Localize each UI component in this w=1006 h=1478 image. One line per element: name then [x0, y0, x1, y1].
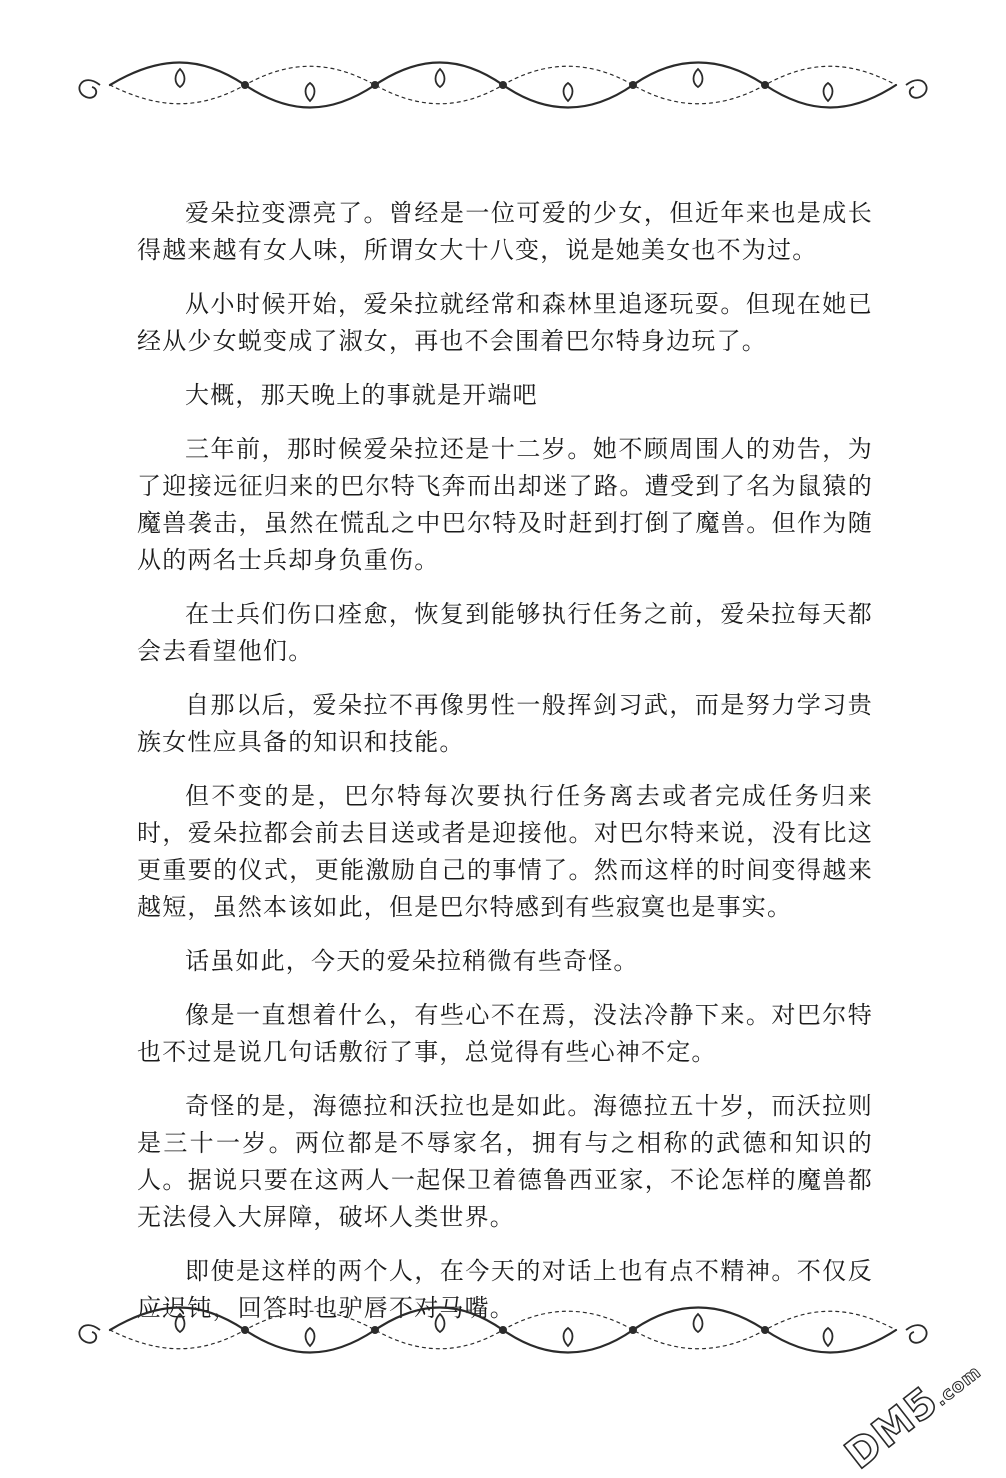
paragraph-4: 三年前，那时候爱朵拉还是十二岁。她不顾周围人的劝告，为了迎接远征归来的巴尔特飞奔而出却迷了路。遭受到了名为鼠猿的魔兽袭击，虽然在慌乱之中巴尔特及时赶到打倒了魔兽。但作为随从的两名士兵却身负重伤。 [137, 435, 873, 574]
watermark-domain: .com [930, 1361, 985, 1411]
paragraph-9: 像是一直想着什么，有些心不在焉，没法冷静下来。对巴尔特也不过是说几句话敷衍了事，总觉得有些心神不定。 [137, 1001, 873, 1066]
floral-border-icon [70, 1300, 936, 1360]
watermark-text: DM5 [836, 1378, 947, 1478]
paragraph-1: 爱朵拉变漂亮了。曾经是一位可爱的少女，但近年来也是成长得越来越有女人味，所谓女大十八变，说是她美女也不为过。 [137, 199, 873, 264]
paragraph-10: 奇怪的是，海德拉和沃拉也是如此。海德拉五十岁，而沃拉则是三十一岁。两位都是不辱家名，拥有与之相称的武德和知识的人。据说只要在这两人一起保卫着德鲁西亚家，不论怎样的魔兽都无法侵入大屏障，破坏人类世界。 [137, 1092, 873, 1231]
paragraph-2: 从小时候开始，爱朵拉就经常和森林里追逐玩耍。但现在她已经从少女蜕变成了淑女，再也不会围着巴尔特身边玩了。 [137, 290, 873, 355]
paragraph-8: 话虽如此，今天的爱朵拉稍微有些奇怪。 [185, 947, 639, 975]
floral-border-icon [70, 55, 936, 115]
top-ornament-border [70, 55, 936, 115]
paragraph-11: 即使是这样的两个人，在今天的对话上也有点不精神。不仅反应迟钝，回答时也驴唇不对马嘴。 [137, 1257, 873, 1322]
novel-text-body [137, 195, 873, 1344]
bottom-ornament-border [70, 1300, 936, 1360]
paragraph-5: 在士兵们伤口痊愈，恢复到能够执行任务之前，爱朵拉每天都会去看望他们。 [137, 600, 873, 665]
paragraph-6: 自那以后，爱朵拉不再像男性一般挥剑习武，而是努力学习贵族女性应具备的知识和技能。 [137, 691, 873, 756]
paragraph-7: 但不变的是，巴尔特每次要执行任务离去或者完成任务归来时，爱朵拉都会前去目送或者是迎接他。对巴尔特来说，没有比这更重要的仪式，更能激励自己的事情了。然而这样的时间变得越来越短，虽然本该如此，但是巴尔特感到有些寂寞也是事实。 [137, 782, 873, 921]
paragraph-3: 大概，那天晚上的事就是开端吧 [185, 381, 538, 409]
dm5-watermark [836, 1346, 988, 1478]
